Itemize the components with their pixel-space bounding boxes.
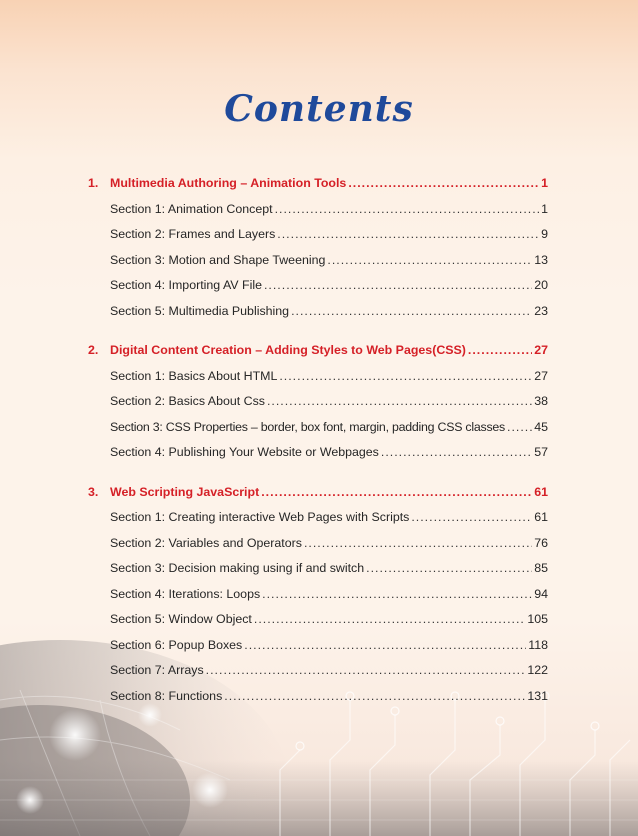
section-title: Section 1: Creating interactive Web Pages with Scripts: [110, 510, 410, 524]
dot-leader: [291, 304, 532, 318]
section-title: Section 4: Publishing Your Website or Webpages: [110, 445, 379, 459]
toc-entry[interactable]: [88, 561, 548, 587]
toc-entry[interactable]: [88, 202, 548, 228]
chapter-number: 3.: [88, 484, 99, 499]
toc-entry[interactable]: [88, 445, 548, 471]
page-number: 131: [527, 688, 548, 703]
chapter-title: Digital Content Creation – Adding Styles to Web Pages(CSS): [110, 343, 466, 357]
page-number: 1: [541, 176, 548, 190]
toc-entry[interactable]: [88, 587, 548, 613]
chapter-number: 1.: [88, 176, 99, 190]
page-number: 61: [534, 484, 548, 499]
dot-leader: [348, 176, 539, 190]
dot-leader: [224, 689, 525, 703]
chapter-2: [88, 343, 548, 471]
page-number: 13: [534, 252, 548, 267]
page-number: 23: [534, 303, 548, 318]
page-number: 20: [534, 278, 548, 292]
dot-leader: [275, 202, 540, 216]
dot-leader: [267, 394, 532, 408]
page-number: 94: [534, 586, 548, 601]
dot-leader: [254, 612, 525, 626]
toc-entry[interactable]: [88, 394, 548, 420]
toc-entry[interactable]: [88, 612, 548, 638]
section-title: Section 4: Importing AV File: [110, 278, 262, 292]
section-title: Section 7: Arrays: [110, 663, 204, 677]
dot-leader: [261, 485, 532, 499]
chapter-title: Multimedia Authoring – Animation Tools: [110, 176, 347, 190]
page-number: 85: [534, 561, 548, 575]
page-number: 76: [534, 535, 548, 550]
chapter-1: [88, 176, 548, 329]
section-title: Section 5: Multimedia Publishing: [110, 303, 290, 318]
dot-leader: [366, 561, 532, 575]
section-title: Section 1: Animation Concept: [110, 201, 273, 216]
dot-leader: [381, 445, 532, 459]
dot-leader: [262, 587, 532, 601]
page-number: 45: [534, 419, 548, 434]
section-title: Section 3: Motion and Shape Tweening: [110, 252, 326, 267]
section-title: Section 2: Variables and Operators: [110, 535, 302, 550]
section-title: Section 3: CSS Properties – border, box font, margin, padding CSS classes: [110, 419, 505, 434]
toc-entry[interactable]: [88, 663, 548, 689]
toc-entry[interactable]: [88, 227, 548, 253]
toc-entry[interactable]: [88, 253, 548, 279]
dot-leader: [206, 663, 526, 677]
dot-leader: [411, 510, 532, 524]
section-title: Section 8: Functions: [110, 688, 223, 703]
section-title: Section 1: Basics About HTML: [110, 368, 278, 383]
page-number: 38: [534, 394, 548, 408]
toc-entry[interactable]: [88, 420, 548, 446]
toc-entry[interactable]: [88, 304, 548, 330]
toc-entry[interactable]: [88, 510, 548, 536]
dot-leader: [468, 343, 532, 357]
chapter-heading[interactable]: [88, 176, 548, 202]
dot-leader: [264, 278, 532, 292]
page-number: 105: [527, 612, 548, 626]
page-number: 118: [528, 637, 548, 652]
page-number: 1: [541, 201, 548, 216]
page-number: 9: [541, 227, 548, 241]
page-number: 27: [534, 343, 548, 357]
toc-entry[interactable]: [88, 369, 548, 395]
chapter-heading[interactable]: [88, 485, 548, 511]
toc-entry[interactable]: [88, 689, 548, 715]
chapter-3: [88, 485, 548, 715]
dot-leader: [327, 253, 532, 267]
dot-leader: [279, 369, 532, 383]
section-title: Section 6: Popup Boxes: [110, 637, 243, 652]
table-of-contents: [88, 176, 548, 728]
toc-entry[interactable]: [88, 536, 548, 562]
dot-leader: [507, 420, 532, 434]
page-title: Contents: [224, 88, 414, 130]
section-title: Section 5: Window Object: [110, 612, 252, 626]
toc-entry[interactable]: [88, 278, 548, 304]
page-number: 27: [534, 368, 548, 383]
chapter-heading[interactable]: [88, 343, 548, 369]
dot-leader: [277, 227, 539, 241]
dot-leader: [244, 638, 526, 652]
page-number: 61: [534, 510, 548, 524]
chapter-title: Web Scripting JavaScript: [110, 484, 260, 499]
page-number: 57: [534, 445, 548, 459]
section-title: Section 2: Basics About Css: [110, 394, 265, 408]
page-number: 122: [527, 663, 548, 677]
section-title: Section 3: Decision making using if and switch: [110, 561, 365, 575]
toc-entry[interactable]: [88, 638, 548, 664]
dot-leader: [304, 536, 532, 550]
chapter-number: 2.: [88, 343, 99, 357]
section-title: Section 2: Frames and Layers: [110, 227, 276, 241]
section-title: Section 4: Iterations: Loops: [110, 586, 261, 601]
